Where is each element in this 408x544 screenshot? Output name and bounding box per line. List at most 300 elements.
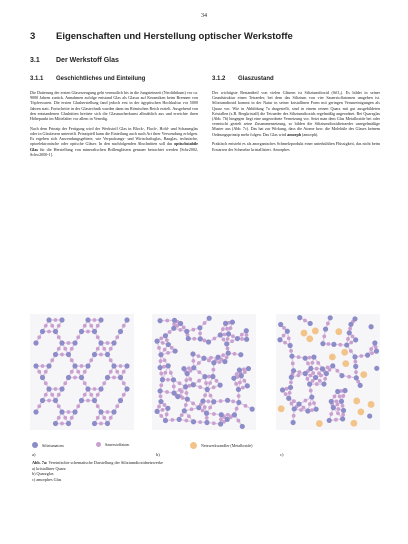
- network-modifier-icon: [358, 408, 365, 415]
- oxygen-atom-icon: [163, 358, 167, 362]
- silicon-atom-icon: [118, 375, 123, 380]
- silicon-atom-icon: [353, 364, 358, 369]
- silicon-atom-icon: [202, 374, 207, 379]
- oxygen-atom-icon: [73, 376, 77, 380]
- oxygen-atom-icon: [309, 374, 313, 378]
- oxygen-atom-icon: [289, 349, 293, 353]
- silicon-atom-icon: [181, 366, 186, 371]
- oxygen-atom-icon: [235, 407, 239, 411]
- oxygen-atom-icon: [310, 408, 314, 412]
- network-modifier-icon: [335, 328, 342, 335]
- oxygen-atom-icon: [119, 364, 123, 368]
- silicon-atom-icon: [53, 398, 58, 403]
- oxygen-atom-icon: [308, 402, 312, 406]
- silicon-atom-icon: [224, 341, 229, 346]
- silicon-atom-icon: [165, 406, 170, 411]
- silicon-atom-icon: [246, 366, 251, 371]
- silicon-atom-icon: [66, 421, 71, 426]
- paragraph: Der wichtigste Bestandteil von vielen Gläsern ist Siliziumdioxid (SiO₂). Es bildet in seiner Grundstruktur einen Tetraeder, bei dem das Silizium von vier Sauerstoffatomen umgeben ist. Siliziumdioxid kommt in der Natur in seiner kristallinen Form mit geringen Verunreinigungen als Quarz vor. Wie in Abbildung 7a dargestellt, sind in einem reinen Quarz mit gut ausgebildeten Kristallen (z.B. Bergkristall) die Tetraeder des Siliziumdioxids regelmäßig angeordnet. Bei Quarzglas (Abb. 7b) hingegen liegt eine ungeordnete Vernetzung vor. Setzt man dem Glas Metalloxide bei oder vermischt gezielt seine Zusammensetzung, so bilden die Siliziumdioxidtetraeder unregelmäßige Muster aus (Abb. 7c). Das hat zur Wirkung, dass die Atome bzw. die Moleküle des Glases keinem Ordnungsprinzip mehr folgen. Das Glas wird amorph (amorph).: [212, 90, 380, 137]
- oxygen-atom-icon: [172, 385, 176, 389]
- silicon-atom-icon: [321, 381, 326, 386]
- silicon-atom-icon: [32, 442, 38, 448]
- oxygen-atom-icon: [47, 399, 51, 403]
- silicon-atom-icon: [157, 388, 162, 393]
- silicon-atom-icon: [374, 349, 379, 354]
- silicon-atom-icon: [163, 333, 168, 338]
- caption-item-c: c) amorphes Glas: [32, 476, 62, 482]
- oxygen-atom-icon: [236, 419, 240, 423]
- oxygen-atom-icon: [198, 331, 202, 335]
- silicon-atom-icon: [40, 329, 45, 334]
- silicon-atom-icon: [280, 387, 285, 392]
- silicon-atom-icon: [291, 420, 296, 425]
- silicon-atom-icon: [191, 365, 196, 370]
- oxygen-atom-icon: [287, 336, 291, 340]
- silicon-atom-icon: [303, 371, 308, 376]
- oxygen-atom-icon: [243, 370, 247, 374]
- silicon-atom-icon: [223, 321, 228, 326]
- oxygen-atom-icon: [326, 342, 330, 346]
- oxygen-atom-icon: [96, 442, 101, 447]
- oxygen-atom-icon: [70, 358, 74, 362]
- oxygen-atom-icon: [207, 359, 211, 363]
- oxygen-atom-icon: [159, 394, 163, 398]
- silicon-atom-icon: [204, 411, 209, 416]
- oxygen-atom-icon: [208, 406, 212, 410]
- oxygen-atom-icon: [333, 395, 337, 399]
- oxygen-atom-icon: [181, 396, 185, 400]
- silicon-atom-icon: [105, 352, 110, 357]
- oxygen-atom-icon: [282, 326, 286, 330]
- oxygen-atom-icon: [283, 341, 287, 345]
- network-modifier-icon: [341, 349, 348, 356]
- oxygen-atom-icon: [115, 335, 119, 339]
- silicon-atom-icon: [277, 337, 282, 342]
- section-number: 3.1: [30, 57, 40, 64]
- oxygen-atom-icon: [212, 412, 216, 416]
- oxygen-atom-icon: [323, 377, 327, 381]
- caption-item-b: b) Quarzglas: [32, 471, 54, 477]
- legend-item-silicon: Siliziumatom: [32, 442, 64, 448]
- oxygen-atom-icon: [315, 382, 319, 386]
- oxygen-atom-icon: [57, 393, 61, 397]
- oxygen-atom-icon: [96, 404, 100, 408]
- oxygen-atom-icon: [316, 361, 320, 365]
- oxygen-atom-icon: [242, 379, 246, 383]
- oxygen-atom-icon: [96, 416, 100, 420]
- subsection-title: Glaszustand: [238, 76, 274, 82]
- silicon-atom-icon: [365, 353, 370, 358]
- oxygen-atom-icon: [349, 341, 353, 345]
- silicon-atom-icon: [308, 321, 313, 326]
- oxygen-atom-icon: [338, 395, 342, 399]
- oxygen-atom-icon: [83, 393, 87, 397]
- silicon-atom-icon: [183, 384, 188, 389]
- oxygen-atom-icon: [76, 370, 80, 374]
- silicon-atom-icon: [53, 352, 58, 357]
- silicon-atom-icon: [288, 385, 293, 390]
- silicon-atom-icon: [154, 339, 159, 344]
- silicon-atom-icon: [198, 336, 203, 341]
- silicon-atom-icon: [158, 399, 163, 404]
- oxygen-atom-icon: [163, 371, 167, 375]
- oxygen-atom-icon: [240, 333, 244, 337]
- silicon-atom-icon: [289, 354, 294, 359]
- silicon-atom-icon: [225, 398, 230, 403]
- oxygen-atom-icon: [245, 333, 249, 337]
- oxygen-atom-icon: [309, 389, 313, 393]
- silicon-atom-icon: [358, 383, 363, 388]
- oxygen-atom-icon: [50, 358, 54, 362]
- oxygen-atom-icon: [288, 391, 292, 395]
- oxygen-atom-icon: [60, 353, 64, 357]
- silicon-atom-icon: [308, 366, 313, 371]
- bold-term: optischstabile Glas: [30, 141, 198, 152]
- silicon-atom-icon: [206, 339, 211, 344]
- silicon-atom-icon: [166, 342, 171, 347]
- figure-network-diagrams: [30, 314, 380, 434]
- oxygen-atom-icon: [63, 416, 67, 420]
- oxygen-atom-icon: [76, 335, 80, 339]
- oxygen-atom-icon: [203, 393, 207, 397]
- silicon-atom-icon: [323, 327, 328, 332]
- oxygen-atom-icon: [318, 379, 322, 383]
- oxygen-atom-icon: [337, 407, 341, 411]
- oxygen-atom-icon: [184, 403, 188, 407]
- oxygen-atom-icon: [50, 393, 54, 397]
- silicon-atom-icon: [218, 421, 223, 426]
- oxygen-atom-icon: [166, 351, 170, 355]
- oxygen-atom-icon: [63, 381, 67, 385]
- oxygen-atom-icon: [157, 346, 161, 350]
- silicon-atom-icon: [190, 351, 195, 356]
- silicon-atom-icon: [226, 331, 231, 336]
- oxygen-atom-icon: [57, 404, 61, 408]
- oxygen-atom-icon: [89, 358, 93, 362]
- oxygen-atom-icon: [238, 381, 242, 385]
- oxygen-atom-icon: [209, 394, 213, 398]
- oxygen-atom-icon: [229, 326, 233, 330]
- oxygen-atom-icon: [178, 381, 182, 385]
- oxygen-atom-icon: [109, 416, 113, 420]
- network-modifier-icon: [353, 398, 360, 405]
- silicon-atom-icon: [72, 409, 77, 414]
- silicon-atom-icon: [105, 421, 110, 426]
- silicon-atom-icon: [53, 421, 58, 426]
- silicon-atom-icon: [59, 409, 64, 414]
- silicon-atom-icon: [157, 318, 162, 323]
- silicon-atom-icon: [92, 398, 97, 403]
- silicon-atom-icon: [158, 352, 163, 357]
- oxygen-atom-icon: [292, 414, 296, 418]
- oxygen-atom-icon: [341, 404, 345, 408]
- silicon-atom-icon: [92, 421, 97, 426]
- oxygen-atom-icon: [44, 370, 48, 374]
- silicon-atom-icon: [313, 375, 318, 380]
- oxygen-atom-icon: [57, 347, 61, 351]
- oxygen-atom-icon: [226, 347, 230, 351]
- silicon-atom-icon: [46, 317, 51, 322]
- silicon-atom-icon: [231, 376, 236, 381]
- oxygen-atom-icon: [225, 355, 229, 359]
- silicon-atom-icon: [244, 337, 249, 342]
- oxygen-atom-icon: [226, 337, 230, 341]
- oxygen-atom-icon: [37, 335, 41, 339]
- network-modifier-icon: [190, 442, 197, 449]
- silicon-atom-icon: [40, 375, 45, 380]
- oxygen-atom-icon: [203, 321, 207, 325]
- silicon-atom-icon: [311, 354, 316, 359]
- oxygen-atom-icon: [205, 416, 209, 420]
- silicon-atom-icon: [296, 401, 301, 406]
- silicon-atom-icon: [222, 359, 227, 364]
- oxygen-atom-icon: [93, 387, 97, 391]
- oxygen-atom-icon: [291, 362, 295, 366]
- paragraph: Die Datierung der ersten Glaserzeugung geht vermutlich bis in die Jungsteinzeit (Neolithikum) vor ca. 9000 Jahren zurück. Annahmen zufolge entstand Glas als Glasur auf Keramiken beim Brennen von Töpferwaren. Die ersten Glasherstellung fand jedoch erst in der ägyptischen Hochkultur vor 5000 Jahren statt. Fortschritte in der Glastechnik wurden dann im Römischen Reich erzielt. Ausgehend von den entstandenen Glashütten breitete sich die Glasmacherkunst allmählich aus und erreichte ihren Höhepunkt im Mittelalter vor allem in Venedig.: [30, 90, 198, 122]
- oxygen-atom-icon: [44, 393, 48, 397]
- oxygen-atom-icon: [99, 422, 103, 426]
- silicon-atom-icon: [372, 340, 377, 345]
- oxygen-atom-icon: [93, 318, 97, 322]
- silicon-atom-icon: [185, 397, 190, 402]
- silicon-atom-icon: [85, 317, 90, 322]
- silicon-atom-icon: [328, 315, 333, 320]
- caption-item-a: a) kristalliner Quarz: [32, 465, 66, 471]
- silicon-atom-icon: [200, 398, 205, 403]
- oxygen-atom-icon: [369, 347, 373, 351]
- oxygen-atom-icon: [161, 408, 165, 412]
- oxygen-atom-icon: [180, 390, 184, 394]
- silicon-atom-icon: [329, 399, 334, 404]
- oxygen-atom-icon: [162, 365, 166, 369]
- silicon-atom-icon: [240, 424, 245, 429]
- silicon-atom-icon: [344, 342, 349, 347]
- silicon-atom-icon: [185, 371, 190, 376]
- network-modifier-icon: [342, 360, 349, 367]
- network-modifier-icon: [306, 335, 313, 342]
- silicon-atom-icon: [124, 317, 129, 322]
- oxygen-atom-icon: [165, 319, 169, 323]
- silicon-atom-icon: [205, 387, 210, 392]
- quartz-lattice-image: [30, 314, 134, 430]
- silicon-atom-icon: [215, 355, 220, 360]
- oxygen-atom-icon: [374, 345, 378, 349]
- silicon-atom-icon: [124, 363, 129, 368]
- silicon-atom-icon: [368, 324, 373, 329]
- oxygen-atom-icon: [96, 393, 100, 397]
- silicon-atom-icon: [367, 413, 372, 418]
- oxygen-atom-icon: [159, 359, 163, 363]
- silicon-atom-icon: [374, 366, 379, 371]
- silicon-atom-icon: [155, 409, 160, 414]
- silicon-atom-icon: [59, 317, 64, 322]
- sublabel-c: c): [280, 452, 284, 457]
- oxygen-atom-icon: [219, 399, 223, 403]
- oxygen-atom-icon: [165, 338, 169, 342]
- silicon-atom-icon: [160, 377, 165, 382]
- oxygen-atom-icon: [303, 319, 307, 323]
- oxygen-atom-icon: [192, 337, 196, 341]
- silicon-atom-icon: [278, 322, 283, 327]
- legend-item-network-modifier: Netzwerkwandler (Metalloxide): [190, 442, 252, 449]
- network-modifier-icon: [312, 328, 319, 335]
- silicon-atom-icon: [186, 336, 191, 341]
- oxygen-atom-icon: [312, 401, 316, 405]
- figure-b-quartz-glass: [152, 314, 256, 430]
- oxygen-atom-icon: [191, 359, 195, 363]
- silicon-atom-icon: [33, 363, 38, 368]
- oxygen-atom-icon: [109, 358, 113, 362]
- oxygen-atom-icon: [319, 374, 323, 378]
- oxygen-atom-icon: [329, 412, 333, 416]
- silicon-atom-icon: [66, 375, 71, 380]
- oxygen-atom-icon: [165, 413, 169, 417]
- oxygen-atom-icon: [231, 334, 235, 338]
- quartz-glass-network-image: [152, 314, 256, 430]
- silicon-atom-icon: [340, 416, 345, 421]
- oxygen-atom-icon: [169, 371, 173, 375]
- oxygen-atom-icon: [159, 414, 163, 418]
- silicon-atom-icon: [111, 409, 116, 414]
- oxygen-atom-icon: [63, 347, 67, 351]
- oxygen-atom-icon: [299, 408, 303, 412]
- oxygen-atom-icon: [240, 337, 244, 341]
- silicon-atom-icon: [157, 365, 162, 370]
- silicon-atom-icon: [211, 399, 216, 404]
- oxygen-atom-icon: [184, 419, 188, 423]
- silicon-atom-icon: [219, 412, 224, 417]
- oxygen-atom-icon: [336, 411, 340, 415]
- network-modifier-icon: [316, 420, 323, 427]
- silicon-atom-icon: [250, 406, 255, 411]
- caption-label: Abb. 7a:: [32, 460, 48, 465]
- oxygen-atom-icon: [231, 400, 235, 404]
- silicon-atom-icon: [211, 360, 216, 365]
- oxygen-atom-icon: [102, 381, 106, 385]
- silicon-atom-icon: [59, 340, 64, 345]
- oxygen-atom-icon: [54, 318, 58, 322]
- oxygen-atom-icon: [57, 416, 61, 420]
- oxygen-atom-icon: [201, 409, 205, 413]
- legend-item-oxygen: Sauerstoffatom: [96, 442, 129, 447]
- silicon-atom-icon: [85, 363, 90, 368]
- oxygen-atom-icon: [157, 405, 161, 409]
- oxygen-atom-icon: [166, 378, 170, 382]
- silicon-atom-icon: [288, 343, 293, 348]
- oxygen-atom-icon: [326, 322, 330, 326]
- silicon-atom-icon: [237, 367, 242, 372]
- oxygen-atom-icon: [315, 367, 319, 371]
- oxygen-atom-icon: [212, 421, 216, 425]
- oxygen-atom-icon: [96, 347, 100, 351]
- oxygen-atom-icon: [70, 347, 74, 351]
- oxygen-atom-icon: [89, 324, 93, 328]
- silicon-atom-icon: [33, 409, 38, 414]
- oxygen-atom-icon: [204, 381, 208, 385]
- oxygen-atom-icon: [221, 353, 225, 357]
- network-modifier-icon: [329, 354, 336, 361]
- silicon-atom-icon: [235, 336, 240, 341]
- oxygen-atom-icon: [57, 324, 61, 328]
- figure-a-crystalline-quartz: [30, 314, 134, 430]
- oxygen-atom-icon: [163, 403, 167, 407]
- oxygen-atom-icon: [197, 370, 201, 374]
- oxygen-atom-icon: [212, 337, 216, 341]
- oxygen-atom-icon: [197, 354, 201, 358]
- subsection-heading-history: [30, 76, 145, 82]
- oxygen-atom-icon: [109, 347, 113, 351]
- silicon-atom-icon: [342, 388, 347, 393]
- silicon-atom-icon: [191, 382, 196, 387]
- oxygen-atom-icon: [96, 324, 100, 328]
- silicon-atom-icon: [184, 329, 189, 334]
- oxygen-atom-icon: [163, 348, 167, 352]
- oxygen-atom-icon: [168, 330, 172, 334]
- oxygen-atom-icon: [106, 341, 110, 345]
- silicon-atom-icon: [353, 337, 358, 342]
- oxygen-atom-icon: [60, 422, 64, 426]
- oxygen-atom-icon: [41, 364, 45, 368]
- oxygen-atom-icon: [67, 341, 71, 345]
- oxygen-atom-icon: [226, 413, 230, 417]
- oxygen-atom-icon: [284, 392, 288, 396]
- figure-caption: [32, 460, 163, 482]
- silicon-atom-icon: [285, 329, 290, 334]
- oxygen-atom-icon: [106, 410, 110, 414]
- silicon-atom-icon: [163, 418, 168, 423]
- oxygen-atom-icon: [37, 404, 41, 408]
- silicon-atom-icon: [66, 352, 71, 357]
- oxygen-atom-icon: [353, 360, 357, 364]
- silicon-atom-icon: [236, 400, 241, 405]
- oxygen-atom-icon: [290, 402, 294, 406]
- bold-term: amorph: [287, 131, 302, 137]
- silicon-atom-icon: [72, 363, 77, 368]
- oxygen-atom-icon: [96, 335, 100, 339]
- oxygen-atom-icon: [188, 377, 192, 381]
- silicon-atom-icon: [292, 406, 297, 411]
- oxygen-atom-icon: [86, 399, 90, 403]
- oxygen-atom-icon: [99, 353, 103, 357]
- silicon-atom-icon: [348, 322, 353, 327]
- oxygen-atom-icon: [285, 387, 289, 391]
- oxygen-atom-icon: [83, 370, 87, 374]
- silicon-atom-icon: [324, 371, 329, 376]
- silicon-atom-icon: [173, 348, 178, 353]
- oxygen-atom-icon: [341, 394, 345, 398]
- silicon-atom-icon: [330, 363, 335, 368]
- oxygen-atom-icon: [370, 351, 374, 355]
- silicon-atom-icon: [320, 341, 325, 346]
- silicon-atom-icon: [175, 394, 180, 399]
- silicon-atom-icon: [303, 356, 308, 361]
- silicon-atom-icon: [40, 398, 45, 403]
- silicon-atom-icon: [79, 375, 84, 380]
- silicon-atom-icon: [286, 396, 291, 401]
- oxygen-atom-icon: [208, 381, 212, 385]
- sublabel-a: a): [32, 452, 36, 457]
- caption-text: Vereinfachte schematische Darstellung der Siliziumdioxidnetzwerke: [48, 460, 163, 465]
- oxygen-atom-icon: [298, 370, 302, 374]
- oxygen-atom-icon: [122, 393, 126, 397]
- oxygen-atom-icon: [222, 338, 226, 342]
- oxygen-atom-icon: [198, 420, 202, 424]
- page-number: 34: [201, 13, 207, 19]
- oxygen-atom-icon: [122, 381, 126, 385]
- oxygen-atom-icon: [215, 379, 219, 383]
- silicon-atom-icon: [85, 386, 90, 391]
- silicon-atom-icon: [339, 373, 344, 378]
